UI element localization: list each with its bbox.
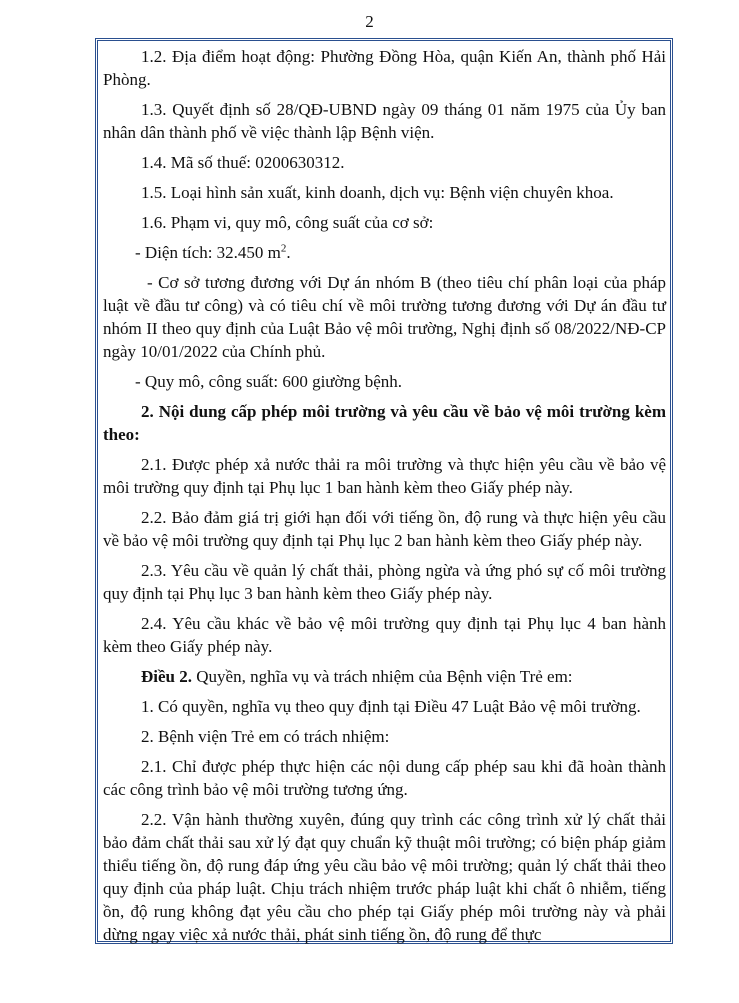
paragraph-project-group: - Cơ sở tương đương với Dự án nhóm B (theo tiêu chí phân loại của pháp luật về đầu tư công) và có tiêu chí về môi trường tương đương với Dự án đầu tư nhóm II theo quy định của Luật Bảo vệ môi trường, Nghị định số 08/2022/NĐ-CP ngày 10/01/2022 của Chính phủ.: [103, 273, 666, 361]
paragraph-1-4: 1.4. Mã số thuế: 0200630312.: [141, 153, 345, 172]
paragraph-article-2-2: 2. Bệnh viện Trẻ em có trách nhiệm:: [141, 727, 390, 746]
paragraph-2-3: 2.3. Yêu cầu về quản lý chất thải, phòng ngừa và ứng phó sự cố môi trường quy định tại Phụ lục 3 ban hành kèm theo Giấy phép này.: [103, 561, 666, 603]
paragraph-area: [103, 241, 666, 264]
paragraph-1-3: 1.3. Quyết định số 28/QĐ-UBND ngày 09 tháng 01 năm 1975 của Ủy ban nhân dân thành phố về việc thành lập Bệnh viện.: [103, 100, 666, 142]
section-2-heading: 2. Nội dung cấp phép môi trường và yêu cầu về bảo vệ môi trường kèm theo:: [103, 402, 666, 444]
article-2-label: Điều 2.: [141, 667, 192, 686]
paragraph-article-2-2-2: 2.2. Vận hành thường xuyên, đúng quy trình các công trình xử lý chất thải bảo đảm chất thải sau xử lý đạt quy chuẩn kỹ thuật môi trường; có biện pháp giảm thiểu tiếng ồn, độ rung đáp ứng yêu cầu bảo vệ môi trường; quản lý chất thải theo quy định của pháp luật. Chịu trách nhiệm trước pháp luật khi chất ô nhiễm, tiếng ồn, độ rung không đạt yêu cầu cho phép tại Giấy phép môi trường này và phải dừng ngay việc xả nước thải, phát sinh tiếng ồn, độ rung để thực: [103, 810, 666, 944]
paragraph-article-2-1: 1. Có quyền, nghĩa vụ theo quy định tại Điều 47 Luật Bảo vệ môi trường.: [141, 697, 641, 716]
paragraph-article-2-2-1: 2.1. Chỉ được phép thực hiện các nội dung cấp phép sau khi đã hoàn thành các công trình bảo vệ môi trường tương ứng.: [103, 757, 666, 799]
paragraph-capacity: - Quy mô, công suất: 600 giường bệnh.: [135, 372, 403, 391]
page-number: 2: [365, 12, 374, 31]
paragraph-2-2: 2.2. Bảo đảm giá trị giới hạn đối với tiếng ồn, độ rung và thực hiện yêu cầu về bảo vệ môi trường quy định tại Phụ lục 2 ban hành kèm theo Giấy phép này.: [103, 508, 666, 550]
paragraph-1-6: 1.6. Phạm vi, quy mô, công suất của cơ sở:: [141, 213, 434, 232]
paragraph-1-2: 1.2. Địa điểm hoạt động: Phường Đồng Hòa, quận Kiến An, thành phố Hải Phòng.: [103, 47, 666, 89]
paragraph-2-4: 2.4. Yêu cầu khác về bảo vệ môi trường quy định tại Phụ lục 4 ban hành kèm theo Giấy phép này.: [103, 614, 666, 656]
article-2-heading: [103, 665, 666, 688]
area-text: - Diện tích: 32.450 m: [135, 243, 281, 262]
document-body: [103, 45, 666, 953]
area-end: .: [286, 243, 291, 262]
paragraph-2-1: 2.1. Được phép xả nước thải ra môi trường và thực hiện yêu cầu về bảo vệ môi trường quy định tại Phụ lục 1 ban hành kèm theo Giấy phép này.: [103, 455, 666, 497]
article-2-title: Quyền, nghĩa vụ và trách nhiệm của Bệnh viện Trẻ em:: [192, 667, 573, 686]
area-unit-exponent: 2: [280, 242, 287, 255]
paragraph-1-5: 1.5. Loại hình sản xuất, kinh doanh, dịch vụ: Bệnh viện chuyên khoa.: [141, 183, 614, 202]
